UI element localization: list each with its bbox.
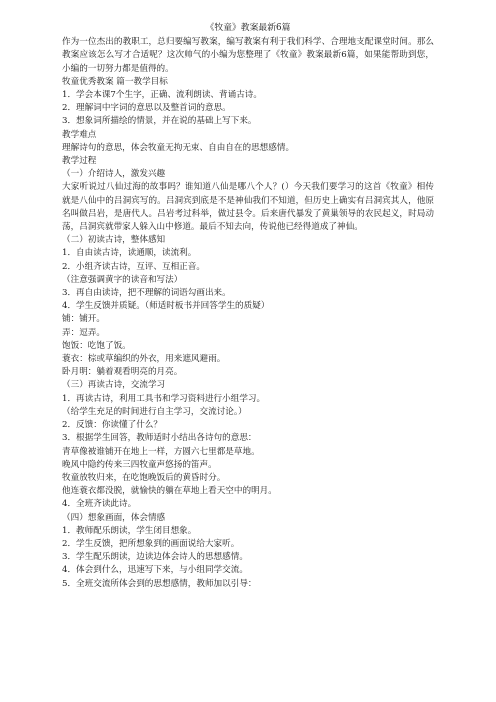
step3-heading: （三）再读古诗，交流学习 [62,380,166,391]
step2-item: 3．再自由读诗，把不理解的词语勾画出来。 [62,288,231,299]
goal-item: 3．想象词所描绘的情景，并在说的基础上写下来。 [62,116,257,127]
step2-item: 饱饭：吃饱了饭。 [62,340,131,351]
process-heading: 教学过程 [62,156,97,167]
step3-item: 牧童放牧归来，在吃饱晚饭后的黄昏时分。 [62,472,226,483]
step3-list [62,393,434,512]
difficulty-text: 理解诗句的意思，体会牧童无拘无束、自由自在的思想感情。 [62,142,295,153]
document-page [62,22,434,591]
step2-item: 蓑衣：棕或草编织的外衣，用来遮风避雨。 [62,354,226,365]
step4-item: 3．学生配乐朗读，边读边体会诗人的思想感情。 [62,552,248,563]
intro-paragraph: 作为一位杰出的教职工，总归要编写教案，编写教案有利于我们科学、合理地支配课堂时间。那么教案应该怎么写才合适呢？这次帅气的小编为您整理了《牧童》教案最新6篇，如果能帮助到您，小编的一切努力都是值得的。 [62,37,434,74]
step3-item: 青草像被谁铺开在地上一样，方圆六七里都是草地。 [62,446,260,457]
step4-item: 4．体会到什么，迅速写下来，与小组同学交流。 [62,565,248,576]
step2-item: 1．自由读古诗，读通顺，读流利。 [62,248,197,259]
goal-item: 2．理解词中字词的意思以及整首词的意思。 [62,103,231,114]
step4-heading: （四）想象画面，体会情感 [62,512,166,523]
goal-item: 1．学会本课7个生字，正确、流利朗读、背诵古诗。 [62,90,262,101]
step4-item: 5．全班交流所体会到的思想感情，教师加以引导： [62,578,257,589]
step4-item: 2．学生反馈，把所想象到的画面说给大家听。 [62,538,240,549]
step3-item: 3．根据学生回答，教师适时小结出各诗句的意思： [62,433,257,444]
step3-item: 晚风中隐约传来三四牧童声悠扬的笛声。 [62,459,217,470]
goals-list [62,89,434,129]
step3-item: 1．再读古诗，利用工具书和学习资料进行小组学习。 [62,393,266,404]
step3-item: 2．反馈：你读懂了什么？ [62,420,162,431]
step2-item: 铺：铺开。 [62,314,105,325]
section-heading: 牧童优秀教案 篇一教学目标 [62,76,168,87]
step2-heading: （二）初读古诗，整体感知 [62,235,166,246]
step2-item: 4．学生反馈并质疑。（师适时板书并回答学生的质疑） [62,301,270,312]
document-title: 《牧童》教案最新6篇 [205,23,291,33]
step2-item: 2．小组齐读古诗，互评、互相正音。 [62,261,205,272]
difficulty-heading: 教学难点 [62,129,97,140]
step3-item: 他连蓑衣都没脱，就愉快的躺在草地上看天空中的明月。 [62,486,277,497]
step4-item: 1．教师配乐朗读，学生闭目想象。 [62,525,197,536]
step4-list [62,525,434,591]
step2-item: 卧月明：躺着观看明亮的月亮。 [62,367,183,378]
step3-item: （给学生充足的时间进行自主学习，交流讨论。） [62,406,247,417]
step3-item: 4．全班齐读此诗。 [62,499,137,510]
step1-paragraph: 大家听说过八仙过海的故事吗？谁知道八仙是哪八个人？(）今天我们要学习的这首《牧童》相传就是八仙中的吕洞宾写的。吕洞宾到底是不是神仙我们不知道，但历史上确实有吕洞宾其人，他原名叫做吕岩，是唐代人。吕岩考过科举，做过县令。后来唐代暴发了黄巢领导的农民起义，时局动荡，吕洞宾就带家人躲入山中修道。最后不知去向，传说他已经得道成了神仙。 [62,182,434,233]
step2-item: 弄：逗弄。 [62,327,105,338]
step1-heading: （一）介绍诗人，激发兴趣 [62,169,166,180]
step2-item: （注意强调黄字的读音和写法） [62,274,183,285]
step2-list [62,247,434,379]
